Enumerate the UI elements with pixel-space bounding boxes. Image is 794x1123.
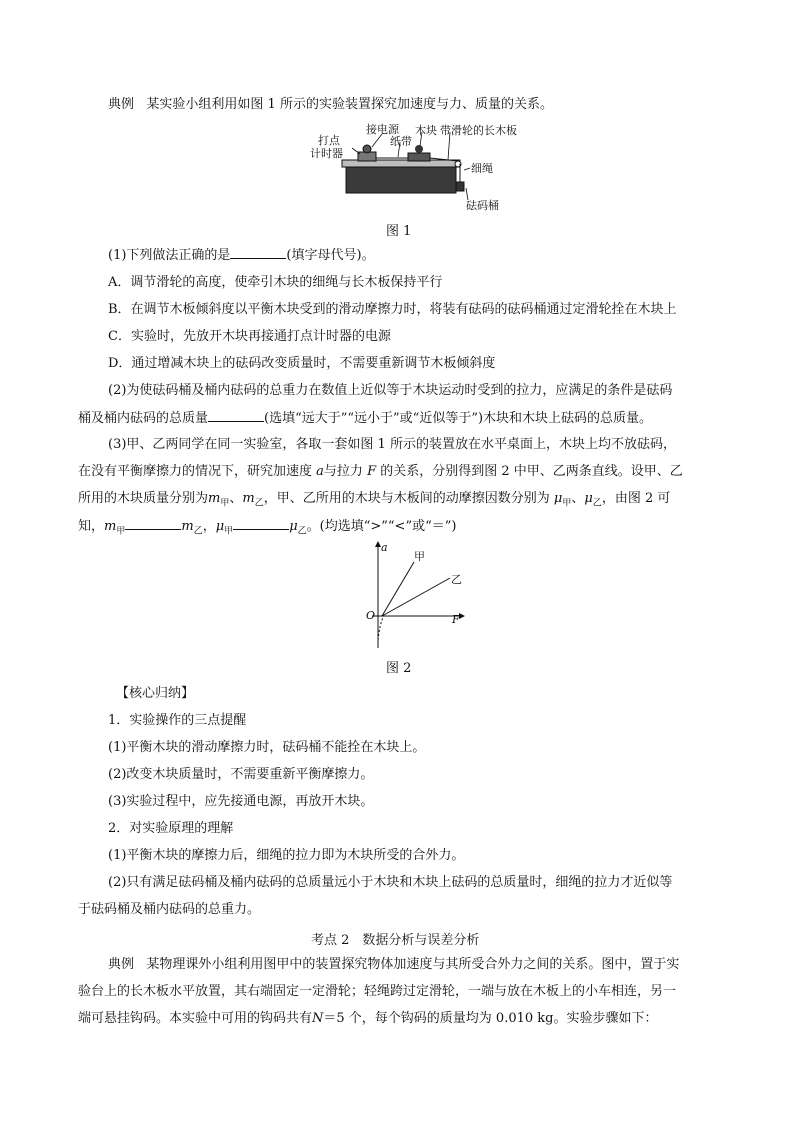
example-label: 典例 — [108, 97, 135, 112]
figure1-caption: 图 1 — [386, 224, 412, 239]
line-jia-label: 甲 — [414, 550, 425, 563]
q3-line4: 知，$m_甲$ $m_乙$，$\mu_甲$ $\mu_乙$。(均选填“>”“<”或“＝”) — [78, 519, 457, 537]
example2-line2: 验台上的长木板水平放置，其右端固定一定滑轮；轻绳跨过定滑轮，一端与放在木板上的小车相连，另一 — [78, 984, 677, 999]
answer-blank[interactable] — [233, 517, 289, 530]
block-weight — [415, 145, 423, 153]
q1-option-a: A．调节滑轮的高度，使牵引木块的细绳与长木板保持平行 — [108, 275, 443, 290]
summary-p4: (1)平衡木块的摩擦力后，细绳的拉力即为木块所受的合外力。 — [108, 848, 465, 863]
board-shape — [346, 165, 456, 193]
section2-title: 考点 2 数据分析与误差分析 — [311, 933, 480, 948]
answer-blank[interactable] — [125, 517, 181, 530]
summary-h2: 2．对实验原理的理解 — [108, 821, 234, 836]
q1-option-d: D．通过增减木块上的砝码改变质量时，不需要重新调节木板倾斜度 — [108, 356, 496, 371]
label-timer-b: 计时器 — [310, 147, 343, 160]
origin-label: O — [366, 609, 376, 622]
axis-x-label: F — [452, 613, 460, 626]
dashed-curve — [378, 616, 384, 640]
q3-line3: 所用的木块质量分别为$m_甲$、$m_乙$，甲、乙所用的木块与木板间的动摩擦因数分别为 $\mu_甲$、$\mu_乙$，由图 2 可 — [78, 491, 671, 509]
summary-p5-line2: 于砝码桶及桶内砝码的总重力。 — [78, 902, 261, 917]
label-bucket: 砝码桶 — [466, 199, 499, 212]
q3-line2: 在没有平衡摩擦力的情况下，研究加速度 a与拉力 F 的关系，分别得到图 2 中甲、乙两条直线。设甲、乙 — [78, 464, 683, 479]
label-timer-a: 打点 — [318, 134, 340, 147]
label-power: 接电源 — [366, 123, 399, 136]
q2-line1: (2)为使砝码桶及桶内砝码的总重力在数值上近似等于木块运动时受到的拉力，应满足的条件是砝码 — [108, 383, 673, 398]
label-tape: 纸带 — [390, 135, 412, 148]
example2-line1: 典例 某物理课外小组利用图甲中的装置探究物体加速度与其所受合外力之间的关系。图中，置于实 — [108, 957, 680, 972]
summary-p5-line1: (2)只有满足砝码桶及桶内砝码的总质量远小于木块和木块上砝码的总质量时，细绳的拉力才近似等 — [108, 875, 673, 890]
label-board: 带滑轮的长木板 — [440, 124, 517, 137]
summary-p3: (3)实验过程中，应先接通电源，再放开木块。 — [108, 794, 374, 809]
summary-p2: (2)改变木块质量时，不需要重新平衡摩擦力。 — [108, 767, 374, 782]
line-yi-label: 乙 — [451, 573, 462, 586]
label-block: 木块 — [415, 124, 437, 137]
timer-knob — [363, 145, 371, 153]
summary-p1: (1)平衡木块的滑动摩擦力时，砝码桶不能拴在木块上。 — [108, 740, 426, 755]
q1-option-b: B．在调节木板倾斜度以平衡木块受到的滑动摩擦力时，将装有砝码的砝码桶通过定滑轮拴在木块上 — [108, 302, 677, 317]
bucket-shape — [456, 182, 464, 191]
summary-h1: 1．实验操作的三点提醒 — [108, 713, 247, 728]
line-jia — [382, 562, 414, 616]
axis-y-label: a — [381, 541, 388, 554]
example1-intro: 典例 某实验小组利用如图 1 所示的实验装置探究加速度与力、质量的关系。 — [108, 97, 553, 112]
line-yi — [382, 578, 450, 616]
block-shape — [408, 153, 430, 161]
answer-blank[interactable] — [230, 246, 286, 259]
label-rope: 细绳 — [471, 162, 493, 175]
summary-heading: 【核心归纳】 — [116, 686, 195, 701]
q2-line2: 桶及桶内砝码的总质量 (选填“远大于”“远小于”或“近似等于”)木块和木块上砝码的总质量。 — [78, 411, 653, 426]
q1-stem: (1)下列做法正确的是 (填字母代号)。 — [108, 248, 375, 263]
figure2-caption: 图 2 — [386, 661, 412, 676]
example-label: 典例 — [108, 957, 135, 972]
example2-line3: 端可悬挂钩码。本实验中可用的钩码共有N＝5 个，每个钩码的质量均为 0.010 kg。实验步骤如下： — [78, 1011, 658, 1026]
q1-option-c: C．实验时，先放开木块再接通打点计时器的电源 — [108, 329, 391, 344]
answer-blank[interactable] — [208, 409, 264, 422]
q3-line1: (3)甲、乙两同学在同一实验室，各取一套如图 1 所示的装置放在水平桌面上，木块上均不放砝码， — [108, 437, 676, 452]
